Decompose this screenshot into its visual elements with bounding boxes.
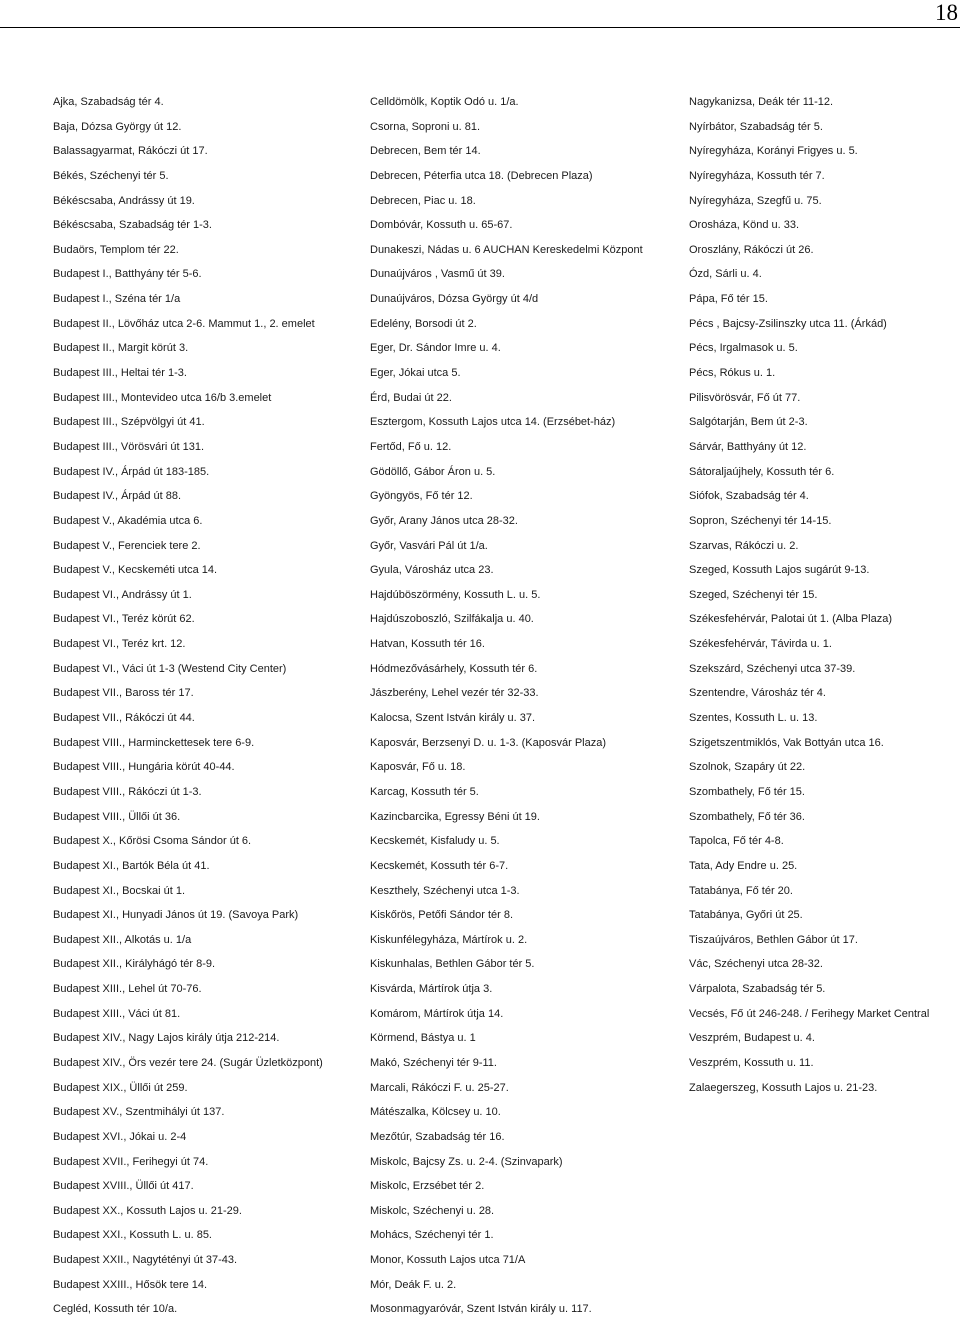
address-entry: Miskolc, Széchenyi u. 28.	[370, 1204, 495, 1217]
address-entry: Dunaújváros , Vasmű út 39.	[370, 268, 505, 281]
address-entry: Ózd, Sárli u. 4.	[689, 268, 762, 281]
address-entry: Mosonmagyaróvár, Szent István király u. 117.	[370, 1303, 592, 1316]
address-entry: Mór, Deák F. u. 2.	[370, 1278, 457, 1291]
address-entry: Pécs, Rókus u. 1.	[689, 367, 776, 380]
address-entry: Miskolc, Bajcsy Zs. u. 2-4. (Szinvapark)	[370, 1155, 563, 1168]
address-entry: Budapest IV., Árpád út 88.	[53, 490, 182, 503]
address-entry: Kaposvár, Fő u. 18.	[370, 761, 466, 774]
address-entry: Jászberény, Lehel vezér tér 32-33.	[370, 687, 539, 700]
address-entry: Makó, Széchenyi tér 9-11.	[370, 1056, 497, 1069]
address-entry: Budapest XIV., Nagy Lajos király útja 212-214.	[53, 1032, 280, 1045]
address-entry: Esztergom, Kossuth Lajos utca 14. (Erzsébet-ház)	[370, 416, 616, 429]
address-entry: Nyíregyháza, Szegfű u. 75.	[689, 194, 822, 207]
address-entry: Celldömölk, Koptik Odó u. 1/a.	[370, 96, 519, 108]
address-entry: Budapest I., Batthyány tér 5-6.	[53, 268, 202, 281]
address-entry: Kaposvár, Berzsenyi D. u. 1-3. (Kaposvár Plaza)	[370, 736, 606, 749]
address-entry: Budapest II., Lövőház utca 2-6. Mammut 1., 2. emelet	[53, 317, 315, 330]
address-entry: Edelény, Borsodi út 2.	[370, 317, 477, 330]
address-entry: Zalaegerszeg, Kossuth Lajos u. 21-23.	[689, 1081, 878, 1094]
header-rule	[0, 27, 960, 28]
address-entry: Sopron, Széchenyi tér 14-15.	[689, 514, 832, 527]
address-entry: Veszprém, Budapest u. 4.	[689, 1032, 815, 1045]
address-entry: Szombathely, Fő tér 36.	[689, 810, 805, 823]
address-entry: Budapest XVIII., Üllői út 417.	[53, 1180, 194, 1193]
address-entry: Sátoraljaújhely, Kossuth tér 6.	[689, 465, 835, 478]
address-entry: Hajdúszoboszló, Szilfákalja u. 40.	[370, 613, 534, 626]
address-entry: Kiskőrös, Petőfi Sándor tér 8.	[370, 909, 514, 922]
address-entry: Eger, Dr. Sándor Imre u. 4.	[370, 342, 501, 355]
address-entry: Szentes, Kossuth L. u. 13.	[689, 712, 818, 725]
address-entry: Vecsés, Fő út 246-248. / Ferihegy Market Central	[689, 1007, 930, 1020]
address-entry: Szolnok, Szapáry út 22.	[689, 761, 806, 774]
address-entry: Érd, Budai út 22.	[370, 391, 452, 404]
address-entry: Salgótarján, Bem út 2-3.	[689, 416, 808, 429]
address-entry: Budapest VIII., Üllői út 36.	[53, 810, 181, 823]
address-entry: Békéscsaba, Andrássy út 19.	[53, 194, 195, 207]
address-entry: Budapest XIII., Lehel út 70-76.	[53, 983, 202, 996]
address-entry: Budapest VI., Teréz körút 62.	[53, 613, 195, 626]
address-entry: Dombóvár, Kossuth u. 65-67.	[370, 219, 513, 232]
address-entry: Debrecen, Péterfia utca 18. (Debrecen Plaza)	[370, 169, 593, 182]
address-column-1	[53, 94, 368, 1326]
address-entry: Budapest I., Széna tér 1/a	[53, 293, 181, 306]
address-entry: Pilisvörösvár, Fő út 77.	[689, 391, 801, 404]
address-entry: Mohács, Széchenyi tér 1.	[370, 1229, 494, 1242]
address-entry: Kiskunfélegyháza, Mártírok u. 2.	[370, 933, 528, 946]
address-entry: Dunaújváros, Dózsa György út 4/d	[370, 293, 539, 306]
address-entry: Budapest VI., Váci út 1-3 (Westend City Center)	[53, 662, 287, 675]
address-entry: Mezőtúr, Szabadság tér 16.	[370, 1130, 505, 1143]
address-entry: Várpalota, Szabadság tér 5.	[689, 983, 826, 996]
address-entry: Marcali, Rákóczi F. u. 25-27.	[370, 1081, 509, 1094]
address-entry: Debrecen, Bem tér 14.	[370, 145, 481, 158]
address-entry: Debrecen, Piac u. 18.	[370, 194, 476, 207]
page-number: 18	[935, 0, 958, 25]
address-entry: Kazincbarcika, Egressy Béni út 19.	[370, 810, 540, 823]
address-entry: Budapest XVI., Jókai u. 2-4	[53, 1130, 187, 1143]
address-entry: Budapest XIII., Váci út 81.	[53, 1007, 181, 1020]
address-entry: Siófok, Szabadság tér 4.	[689, 490, 809, 503]
address-entry: Budapest XIX., Üllői út 259.	[53, 1081, 188, 1094]
address-column-3	[689, 94, 959, 1104]
address-entry: Budapest X., Kőrösi Csoma Sándor út 6.	[53, 835, 252, 848]
address-entry: Tatabánya, Győri út 25.	[689, 909, 803, 922]
address-entry: Orosháza, Könd u. 33.	[689, 219, 800, 232]
address-entry: Nyíregyháza, Korányi Frigyes u. 5.	[689, 145, 858, 158]
address-entry: Budapest VIII., Rákóczi út 1-3.	[53, 785, 202, 798]
address-entry: Miskolc, Erzsébet tér 2.	[370, 1180, 485, 1193]
address-entry: Budapest XV., Szentmihályi út 137.	[53, 1106, 225, 1119]
address-entry: Budapest XI., Bartók Béla út 41.	[53, 859, 210, 872]
address-entry: Tapolca, Fő tér 4-8.	[689, 835, 784, 848]
address-entry: Budapest VI., Andrássy út 1.	[53, 588, 192, 601]
address-entry: Budaörs, Templom tér 22.	[53, 243, 179, 256]
address-entry: Budapest V., Kecskeméti utca 14.	[53, 564, 218, 577]
address-entry: Budapest XIV., Örs vezér tere 24. (Sugár Üzletközpont)	[53, 1056, 323, 1069]
address-entry: Budapest V., Ferenciek tere 2.	[53, 539, 201, 552]
address-entry: Budapest VIII., Harminckettesek tere 6-9.	[53, 736, 255, 749]
address-entry: Budapest XI., Hunyadi János út 19. (Savoya Park)	[53, 909, 299, 922]
address-entry: Kecskemét, Kossuth tér 6-7.	[370, 859, 509, 872]
address-entry: Pápa, Fő tér 15.	[689, 293, 768, 306]
address-entry: Budapest XII., Alkotás u. 1/a	[53, 933, 192, 946]
address-entry: Békéscsaba, Szabadság tér 1-3.	[53, 219, 212, 232]
address-entry: Budapest XI., Bocskai út 1.	[53, 884, 186, 897]
address-entry: Pécs , Bajcsy-Zsilinszky utca 11. (Árkád)	[689, 317, 887, 330]
address-entry: Hatvan, Kossuth tér 16.	[370, 638, 485, 651]
address-entry: Tatabánya, Fő tér 20.	[689, 884, 793, 897]
address-entry: Veszprém, Kossuth u. 11.	[689, 1056, 814, 1069]
address-entry: Nyírbátor, Szabadság tér 5.	[689, 120, 823, 133]
address-entry: Szarvas, Rákóczi u. 2.	[689, 539, 799, 552]
address-entry: Budapest XXIII., Hősök tere 14.	[53, 1278, 208, 1291]
address-entry: Budapest XVII., Ferihegyi út 74.	[53, 1155, 209, 1168]
address-entry: Gödöllő, Gábor Áron u. 5.	[370, 465, 496, 478]
address-entry: Győr, Arany János utca 28-32.	[370, 514, 518, 527]
address-entry: Budapest XII., Királyhágó tér 8-9.	[53, 958, 216, 971]
address-entry: Budapest VIII., Hungária körút 40-44.	[53, 761, 235, 774]
address-entry: Nagykanizsa, Deák tér 11-12.	[689, 96, 834, 108]
address-entry: Oroszlány, Rákóczi út 26.	[689, 243, 814, 256]
address-entry: Budapest VII., Rákóczi út 44.	[53, 712, 195, 725]
address-entry: Baja, Dózsa György út 12.	[53, 120, 182, 133]
address-entry: Szeged, Széchenyi tér 15.	[689, 588, 818, 601]
address-entry: Mátészalka, Kölcsey u. 10.	[370, 1106, 501, 1119]
address-entry: Monor, Kossuth Lajos utca 71/A	[370, 1254, 526, 1267]
address-entry: Tata, Ady Endre u. 25.	[689, 859, 798, 872]
address-entry: Budapest III., Heltai tér 1-3.	[53, 367, 187, 380]
address-entry: Székesfehérvár, Távirda u. 1.	[689, 638, 832, 651]
address-entry: Körmend, Bástya u. 1	[370, 1032, 476, 1045]
address-entry: Ajka, Szabadság tér 4.	[53, 96, 164, 108]
address-entry: Vác, Széchenyi utca 28-32.	[689, 958, 823, 971]
address-entry: Budapest V., Akadémia utca 6.	[53, 514, 203, 527]
address-entry: Csorna, Soproni u. 81.	[370, 120, 481, 133]
address-entry: Békés, Széchenyi tér 5.	[53, 169, 169, 182]
address-entry: Hajdúböszörmény, Kossuth L. u. 5.	[370, 588, 541, 601]
address-column-2	[370, 94, 685, 1326]
address-entry: Gyula, Városház utca 23.	[370, 564, 494, 577]
address-entry: Gyöngyös, Fő tér 12.	[370, 490, 473, 503]
address-entry: Szombathely, Fő tér 15.	[689, 785, 805, 798]
address-entry: Karcag, Kossuth tér 5.	[370, 785, 479, 798]
address-entry: Kiskunhalas, Bethlen Gábor tér 5.	[370, 958, 535, 971]
address-entry: Pécs, Irgalmasok u. 5.	[689, 342, 798, 355]
address-entry: Komárom, Mártírok útja 14.	[370, 1007, 504, 1020]
address-entry: Kecskemét, Kisfaludy u. 5.	[370, 835, 500, 848]
address-entry: Kalocsa, Szent István király u. 37.	[370, 712, 536, 725]
address-entry: Budapest XX., Kossuth Lajos u. 21-29.	[53, 1204, 242, 1217]
address-entry: Budapest XXI., Kossuth L. u. 85.	[53, 1229, 212, 1242]
address-entry: Dunakeszi, Nádas u. 6 AUCHAN Kereskedelmi Központ	[370, 243, 643, 256]
address-entry: Szekszárd, Széchenyi utca 37-39.	[689, 662, 856, 675]
address-entry: Nyíregyháza, Kossuth tér 7.	[689, 169, 825, 182]
address-entry: Budapest III., Szépvölgyi út 41.	[53, 416, 205, 429]
address-entry: Szeged, Kossuth Lajos sugárút 9-13.	[689, 564, 870, 577]
address-entry: Sárvár, Batthyány út 12.	[689, 440, 807, 453]
address-entry: Cegléd, Kossuth tér 10/a.	[53, 1303, 178, 1316]
address-entry: Budapest III., Vörösvári út 131.	[53, 440, 205, 453]
address-entry: Budapest XXII., Nagytétényi út 37-43.	[53, 1254, 238, 1267]
address-entry: Budapest VII., Baross tér 17.	[53, 687, 194, 700]
address-entry: Hódmezővásárhely, Kossuth tér 6.	[370, 662, 538, 675]
address-entry: Budapest II., Margit körút 3.	[53, 342, 189, 355]
address-entry: Eger, Jókai utca 5.	[370, 367, 461, 380]
address-entry: Fertőd, Fő u. 12.	[370, 440, 452, 453]
address-entry: Budapest VI., Teréz krt. 12.	[53, 638, 186, 651]
address-entry: Győr, Vasvári Pál út 1/a.	[370, 539, 488, 552]
address-entry: Kisvárda, Mártírok útja 3.	[370, 983, 493, 996]
address-entry: Szigetszentmiklós, Vak Bottyán utca 16.	[689, 736, 884, 749]
address-entry: Keszthely, Széchenyi utca 1-3.	[370, 884, 520, 897]
address-entry: Székesfehérvár, Palotai út 1. (Alba Plaza)	[689, 613, 892, 626]
address-entry: Balassagyarmat, Rákóczi út 17.	[53, 145, 208, 158]
address-entry: Szentendre, Városház tér 4.	[689, 687, 826, 700]
address-entry: Budapest IV., Árpád út 183-185.	[53, 465, 210, 478]
address-entry: Tiszaújváros, Bethlen Gábor út 17.	[689, 933, 858, 946]
address-entry: Budapest III., Montevideo utca 16/b 3.emelet	[53, 391, 272, 404]
